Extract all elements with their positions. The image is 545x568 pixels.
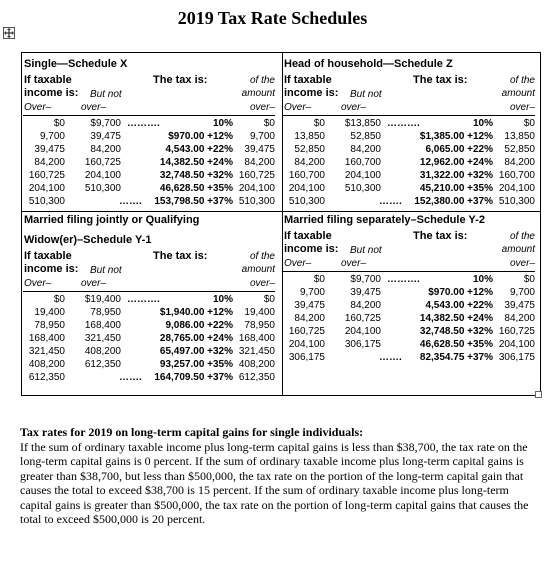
over-value: 160,700 bbox=[288, 170, 325, 181]
of-amount-value: $0 bbox=[263, 294, 275, 305]
rate-value: 12% bbox=[212, 307, 233, 318]
over-value: 306,175 bbox=[288, 352, 325, 363]
over-label: Over– bbox=[24, 102, 52, 113]
tax-is-label: The tax is: bbox=[153, 74, 208, 86]
rate-value: 24% bbox=[212, 157, 233, 168]
table-row bbox=[23, 346, 279, 359]
of-amount-value: 204,100 bbox=[238, 183, 275, 194]
but-not-value: 84,200 bbox=[350, 300, 381, 311]
of-amount-value: 612,350 bbox=[238, 372, 275, 383]
but-not-label: But not bbox=[350, 245, 382, 256]
of-amount-value: 39,475 bbox=[244, 144, 275, 155]
over-label-2: over– bbox=[341, 102, 367, 113]
of-amount-value: 510,300 bbox=[498, 196, 535, 207]
table-row bbox=[23, 359, 279, 372]
table-row bbox=[23, 320, 279, 333]
but-not-value: 321,450 bbox=[84, 333, 121, 344]
tax-value: 32,748.50 + bbox=[159, 170, 213, 181]
table-row bbox=[23, 170, 279, 183]
dot-leader: ……. bbox=[119, 372, 142, 383]
rate-value: 24% bbox=[472, 313, 493, 324]
over-value: $0 bbox=[53, 118, 65, 129]
over-value: 39,475 bbox=[294, 300, 325, 311]
but-not-value: 52,850 bbox=[350, 131, 381, 142]
schedule-title: Married filing separately–Schedule Y-2 bbox=[284, 214, 485, 226]
tax-value: 14,382.50 + bbox=[419, 313, 473, 324]
of-amount-value: 160,725 bbox=[498, 326, 535, 337]
income-is-label: income is: bbox=[284, 243, 339, 255]
of-amount-value: 13,850 bbox=[504, 131, 535, 142]
but-not-value: 39,475 bbox=[350, 287, 381, 298]
tax-is-label: The tax is: bbox=[413, 230, 468, 242]
tax-is-label: The tax is: bbox=[153, 250, 208, 262]
rate-value: 32% bbox=[212, 170, 233, 181]
of-amount-value: 321,450 bbox=[238, 346, 275, 357]
header-rule bbox=[283, 271, 535, 272]
over-label: Over– bbox=[284, 102, 312, 113]
if-taxable-label: If taxable bbox=[284, 74, 332, 86]
tax-value: 93,257.00 + bbox=[159, 359, 213, 370]
over-value: 84,200 bbox=[294, 313, 325, 324]
rate-value: 22% bbox=[472, 300, 493, 311]
over-label-3: over– bbox=[249, 102, 275, 113]
but-not-value: 408,200 bbox=[84, 346, 121, 357]
schedule-title-line2: Widow(er)–Schedule Y-1 bbox=[24, 234, 152, 246]
but-not-value: $19,400 bbox=[84, 294, 121, 305]
over-value: 510,300 bbox=[288, 196, 325, 207]
over-label-2: over– bbox=[341, 258, 367, 269]
but-not-value: $9,700 bbox=[90, 118, 121, 129]
over-label-3: over– bbox=[509, 258, 535, 269]
table-resize-handle[interactable] bbox=[535, 391, 542, 398]
table-row bbox=[23, 333, 279, 346]
rate-value: 35% bbox=[472, 183, 493, 194]
tax-value: 6,065.00 + bbox=[425, 144, 473, 155]
of-amount-value: 84,200 bbox=[504, 157, 535, 168]
tax-value: 152,380.00 + bbox=[414, 196, 473, 207]
tax-value: 4,543.00 + bbox=[425, 300, 473, 311]
table-row bbox=[23, 196, 279, 209]
over-value: 84,200 bbox=[294, 157, 325, 168]
over-value: 408,200 bbox=[28, 359, 65, 370]
over-value: 204,100 bbox=[288, 339, 325, 350]
schedule-head-of-household bbox=[283, 54, 539, 207]
over-label-2: over– bbox=[81, 102, 107, 113]
of-amount-value: 306,175 bbox=[498, 352, 535, 363]
table-row bbox=[283, 274, 539, 287]
over-value: 78,950 bbox=[34, 320, 65, 331]
but-not-value: 612,350 bbox=[84, 359, 121, 370]
but-not-value: 204,100 bbox=[344, 170, 381, 181]
rate-value: 22% bbox=[472, 144, 493, 155]
but-not-value: 84,200 bbox=[350, 144, 381, 155]
of-amount-value: 84,200 bbox=[244, 157, 275, 168]
rate-value: 37% bbox=[212, 372, 233, 383]
over-value: 204,100 bbox=[288, 183, 325, 194]
over-label: Over– bbox=[24, 278, 52, 289]
tax-value: 82,354.75 + bbox=[419, 352, 473, 363]
dot-leader: ………. bbox=[387, 274, 420, 285]
schedule-title: Head of household—Schedule Z bbox=[284, 58, 453, 70]
tax-is-label: The tax is: bbox=[413, 74, 468, 86]
tax-value: 4,543.00 + bbox=[165, 144, 213, 155]
tax-value: $1,940.00 + bbox=[159, 307, 213, 318]
rate-value: 37% bbox=[472, 196, 493, 207]
table-row bbox=[283, 131, 539, 144]
over-label: Over– bbox=[284, 258, 312, 269]
but-not-value: 204,100 bbox=[84, 170, 121, 181]
rate-value: 24% bbox=[472, 157, 493, 168]
table-row bbox=[23, 118, 279, 131]
over-value: 9,700 bbox=[299, 287, 325, 298]
over-value: 168,400 bbox=[28, 333, 65, 344]
amount-label: amount bbox=[501, 88, 535, 99]
rate-value: 22% bbox=[212, 320, 233, 331]
amount-label: amount bbox=[501, 244, 535, 255]
rate-value: 32% bbox=[472, 170, 493, 181]
over-value: 9,700 bbox=[39, 131, 65, 142]
tax-value: 31,322.00 + bbox=[419, 170, 473, 181]
tax-value: 153,798.50 + bbox=[154, 196, 213, 207]
of-amount-value: 204,100 bbox=[498, 339, 535, 350]
page-title: 2019 Tax Rate Schedules bbox=[177, 8, 368, 28]
header-rule bbox=[23, 115, 275, 116]
of-amount-value: $0 bbox=[523, 118, 535, 129]
schedule-title: Single—Schedule X bbox=[24, 58, 128, 70]
tax-value: 12,962.00 + bbox=[419, 157, 473, 168]
if-taxable-label: If taxable bbox=[284, 230, 332, 242]
over-value: 510,300 bbox=[28, 196, 65, 207]
tax-value: 46,628.50 + bbox=[159, 183, 213, 194]
of-amount-value: 19,400 bbox=[244, 307, 275, 318]
dot-leader: ………. bbox=[387, 118, 420, 129]
over-value: 19,400 bbox=[34, 307, 65, 318]
of-amount-value: 160,725 bbox=[238, 170, 275, 181]
rate-value: 35% bbox=[472, 339, 493, 350]
table-row bbox=[283, 170, 539, 183]
rate-value: 35% bbox=[212, 183, 233, 194]
of-the-label: of the bbox=[249, 75, 275, 86]
if-taxable-label: If taxable bbox=[24, 250, 72, 262]
but-not-value: 204,100 bbox=[344, 326, 381, 337]
of-amount-value: 204,100 bbox=[498, 183, 535, 194]
but-not-value: 160,725 bbox=[344, 313, 381, 324]
of-amount-value: 408,200 bbox=[238, 359, 275, 370]
rate-value: 35% bbox=[212, 359, 233, 370]
but-not-value: 78,950 bbox=[90, 307, 121, 318]
schedule-single bbox=[23, 54, 279, 207]
over-value: 160,725 bbox=[28, 170, 65, 181]
but-not-label: But not bbox=[350, 89, 382, 100]
over-value: 204,100 bbox=[28, 183, 65, 194]
tax-value: $1,385.00 + bbox=[419, 131, 473, 142]
income-is-label: income is: bbox=[284, 87, 339, 99]
but-not-value: 168,400 bbox=[84, 320, 121, 331]
income-is-label: income is: bbox=[24, 87, 79, 99]
tax-value: $970.00 + bbox=[168, 131, 213, 142]
of-amount-value: 510,300 bbox=[238, 196, 275, 207]
rate-value: 22% bbox=[212, 144, 233, 155]
of-amount-value: 39,475 bbox=[504, 300, 535, 311]
rate-value: 10% bbox=[472, 274, 493, 285]
table-row bbox=[283, 313, 539, 326]
table-row bbox=[283, 300, 539, 313]
tax-value: 45,210.00 + bbox=[419, 183, 473, 194]
tax-value: 14,382.50 + bbox=[159, 157, 213, 168]
over-value: $0 bbox=[53, 294, 65, 305]
table-row bbox=[283, 326, 539, 339]
income-is-label: income is: bbox=[24, 263, 79, 275]
over-label-2: over– bbox=[81, 278, 107, 289]
table-row bbox=[283, 183, 539, 196]
dot-leader: ……. bbox=[379, 196, 402, 207]
rate-value: 24% bbox=[212, 333, 233, 344]
over-value: 321,450 bbox=[28, 346, 65, 357]
tax-value: 164,709.50 + bbox=[154, 372, 213, 383]
table-row bbox=[23, 294, 279, 307]
over-value: 39,475 bbox=[34, 144, 65, 155]
table-row bbox=[23, 372, 279, 385]
of-amount-value: $0 bbox=[263, 118, 275, 129]
of-amount-value: 9,700 bbox=[509, 287, 535, 298]
rate-value: 32% bbox=[212, 346, 233, 357]
table-row bbox=[283, 339, 539, 352]
table-row bbox=[23, 144, 279, 157]
schedule-title: Married filing jointly or Qualifying bbox=[24, 214, 200, 226]
but-not-value: 510,300 bbox=[344, 183, 381, 194]
table-row bbox=[23, 183, 279, 196]
table-row bbox=[283, 157, 539, 170]
dot-leader: ……. bbox=[119, 196, 142, 207]
rate-value: 12% bbox=[472, 131, 493, 142]
header-rule bbox=[283, 115, 535, 116]
over-value: 84,200 bbox=[34, 157, 65, 168]
over-label-3: over– bbox=[249, 278, 275, 289]
note-title: Tax rates for 2019 on long-term capital gains for single individuals: bbox=[20, 425, 364, 439]
but-not-value: 39,475 bbox=[90, 131, 121, 142]
but-not-value: 160,725 bbox=[84, 157, 121, 168]
of-the-label: of the bbox=[249, 251, 275, 262]
of-the-label: of the bbox=[509, 75, 535, 86]
tax-value: 9,086.00 + bbox=[165, 320, 213, 331]
over-value: 52,850 bbox=[294, 144, 325, 155]
table-row bbox=[23, 307, 279, 320]
of-amount-value: 78,950 bbox=[244, 320, 275, 331]
of-amount-value: 9,700 bbox=[249, 131, 275, 142]
rate-value: 10% bbox=[472, 118, 493, 129]
over-value: $0 bbox=[313, 274, 325, 285]
but-not-value: 306,175 bbox=[344, 339, 381, 350]
table-row bbox=[283, 118, 539, 131]
over-value: 160,725 bbox=[288, 326, 325, 337]
rate-value: 37% bbox=[212, 196, 233, 207]
of-amount-value: 84,200 bbox=[504, 313, 535, 324]
tax-value: $970.00 + bbox=[428, 287, 473, 298]
but-not-label: But not bbox=[90, 265, 122, 276]
rate-value: 32% bbox=[472, 326, 493, 337]
but-not-value: 510,300 bbox=[84, 183, 121, 194]
schedule-married-jointly bbox=[23, 210, 279, 383]
tax-value: 32,748.50 + bbox=[419, 326, 473, 337]
dot-leader: ……. bbox=[379, 352, 402, 363]
rate-value: 37% bbox=[472, 352, 493, 363]
over-value: 13,850 bbox=[294, 131, 325, 142]
of-amount-value: 52,850 bbox=[504, 144, 535, 155]
note-body: If the sum of ordinary taxable income plus long-term capital gains is less than $38,700, the tax rate on the long-term capital gains is 0 percent. If the sum of ordinary taxable income plus long-term capital gains is greater than $38,700, but less than $500,000, the tax rate on the portion of the long-term capital gain that causes the total to exceed $38,700 is 15 percent. If the sum of ordinary taxable income plus long-term capital gains is greater than $500,000, the tax rate on the portion of long-term capital gains that causes the total to exceed $500,000 is 20 percent. bbox=[20, 439, 529, 526]
schedule-married-separately bbox=[283, 210, 539, 363]
tax-value: 65,497.00 + bbox=[159, 346, 213, 357]
over-label-3: over– bbox=[509, 102, 535, 113]
over-value: $0 bbox=[313, 118, 325, 129]
amount-label: amount bbox=[241, 264, 275, 275]
rate-value: 12% bbox=[472, 287, 493, 298]
over-value: 612,350 bbox=[28, 372, 65, 383]
table-row bbox=[283, 144, 539, 157]
table-row bbox=[23, 131, 279, 144]
dot-leader: ………. bbox=[127, 294, 160, 305]
of-amount-value: 160,700 bbox=[498, 170, 535, 181]
of-amount-value: 168,400 bbox=[238, 333, 275, 344]
move-arrows-icon bbox=[4, 28, 14, 38]
rate-value: 12% bbox=[212, 131, 233, 142]
but-not-value: $13,850 bbox=[344, 118, 381, 129]
rate-value: 10% bbox=[212, 294, 233, 305]
tax-value: 46,628.50 + bbox=[419, 339, 473, 350]
but-not-value: $9,700 bbox=[350, 274, 381, 285]
table-row bbox=[283, 287, 539, 300]
header-rule bbox=[23, 291, 275, 292]
if-taxable-label: If taxable bbox=[24, 74, 72, 86]
table-row bbox=[283, 352, 539, 365]
capital-gains-note bbox=[20, 425, 536, 527]
but-not-value: 84,200 bbox=[90, 144, 121, 155]
of-amount-value: $0 bbox=[523, 274, 535, 285]
table-row bbox=[23, 157, 279, 170]
table-row bbox=[283, 196, 539, 209]
amount-label: amount bbox=[241, 88, 275, 99]
tax-value: 28,765.00 + bbox=[159, 333, 213, 344]
but-not-label: But not bbox=[90, 89, 122, 100]
of-the-label: of the bbox=[509, 231, 535, 242]
dot-leader: ………. bbox=[127, 118, 160, 129]
rate-value: 10% bbox=[212, 118, 233, 129]
but-not-value: 160,700 bbox=[344, 157, 381, 168]
